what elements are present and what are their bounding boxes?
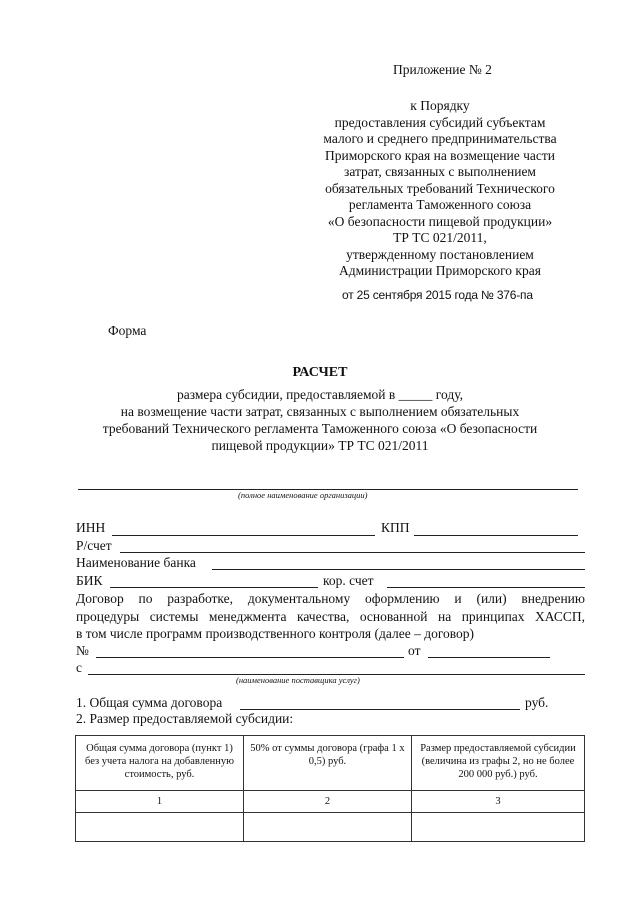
table-value-cell[interactable] (411, 813, 584, 842)
total-amount-field[interactable] (240, 709, 520, 710)
table-column-number: 3 (411, 791, 584, 813)
appendix-line: малого и среднего предпринимательства (323, 131, 557, 146)
item-subsidy-label: 2. Размер предоставляемой субсидии: (76, 711, 294, 726)
kpp-field[interactable] (414, 535, 578, 536)
bik-field[interactable] (110, 587, 318, 588)
table-column-number: 2 (243, 791, 411, 813)
contract-line: в том числе программ производственного контроля (далее – договор) (76, 626, 475, 641)
inn-label: ИНН (76, 520, 106, 535)
table-header-row (76, 736, 585, 791)
appendix-reference (300, 98, 580, 280)
org-name-caption: (полное наименование организации) (238, 490, 368, 500)
contract-description (76, 590, 585, 643)
table-column-number: 1 (76, 791, 244, 813)
provider-caption: (наименование поставщика услуг) (236, 675, 360, 685)
bank-label: Наименование банка (76, 555, 196, 570)
contract-line: процедуры системы менеджмента качества, основанной на принципах ХАССП, (76, 608, 585, 624)
appendix-line: «О безопасности пищевой продукции» (327, 213, 553, 229)
inn-field[interactable] (112, 535, 375, 536)
appendix-line: затрат, связанных с выполнением (344, 164, 536, 179)
subtitle-line: требований Технического регламента Таможенного союза «О безопасности (102, 421, 538, 436)
account-label: Р/счет (76, 538, 112, 553)
form-label: Форма (108, 323, 147, 338)
account-field[interactable] (120, 552, 585, 553)
item-total-unit: руб. (525, 695, 549, 710)
table-value-row (76, 813, 585, 842)
appendix-line: утвержденному постановлением (346, 246, 534, 262)
table-header-cell: Размер предоставляемой субсидии (величина из графы 2, но не более 200 000 руб.) руб. (411, 736, 584, 791)
table-number-row (76, 791, 585, 813)
table-header-cell: 50% от суммы договора (графа 1 х 0,5) руб. (243, 736, 411, 791)
bik-label: БИК (76, 573, 103, 588)
corr-label: кор. счет (323, 573, 374, 588)
table-value-cell[interactable] (243, 813, 411, 842)
bank-field[interactable] (212, 569, 585, 570)
corr-field[interactable] (387, 587, 585, 588)
date-label: от (408, 643, 421, 658)
appendix-line: предоставления субсидий субъектам (334, 114, 546, 130)
subtitle-line: на возмещение части затрат, связанных с выполнением обязательных (120, 404, 520, 419)
appendix-line: Администрации Приморского края (339, 263, 541, 278)
subtitle-line: пищевой продукции» ТР ТС 021/2011 (211, 438, 429, 453)
subtitle-line: размера субсидии, предоставляемой в _____ году, (177, 387, 463, 402)
provider-label: с (76, 660, 82, 675)
kpp-label: КПП (381, 520, 410, 535)
document-title: РАСЧЕТ (292, 365, 348, 380)
contract-number-field[interactable] (96, 657, 404, 658)
appendix-line: регламента Таможенного союза (348, 197, 532, 212)
appendix-number: Приложение № 2 (393, 62, 492, 77)
subsidy-table (75, 735, 585, 842)
item-total-label: 1. Общая сумма договора (76, 695, 223, 710)
appendix-line: ТР ТС 021/2011, (393, 230, 487, 245)
appendix-line: Приморского края на возмещение части (325, 147, 555, 163)
number-label: № (76, 643, 89, 658)
table-header-cell: Общая сумма договора (пункт 1) без учета налога на добавленную стоимость, руб. (76, 736, 244, 791)
decree-stamp: от 25 сентября 2015 года № 376-па (342, 288, 533, 302)
contract-line: Договор по разработке, документальному оформлению и (или) внедрению (76, 591, 585, 606)
table-value-cell[interactable] (76, 813, 244, 842)
appendix-line: обязательных требований Технического (325, 180, 555, 196)
appendix-line: к Порядку (410, 98, 470, 113)
document-subtitle (0, 386, 640, 454)
contract-date-field[interactable] (428, 657, 550, 658)
